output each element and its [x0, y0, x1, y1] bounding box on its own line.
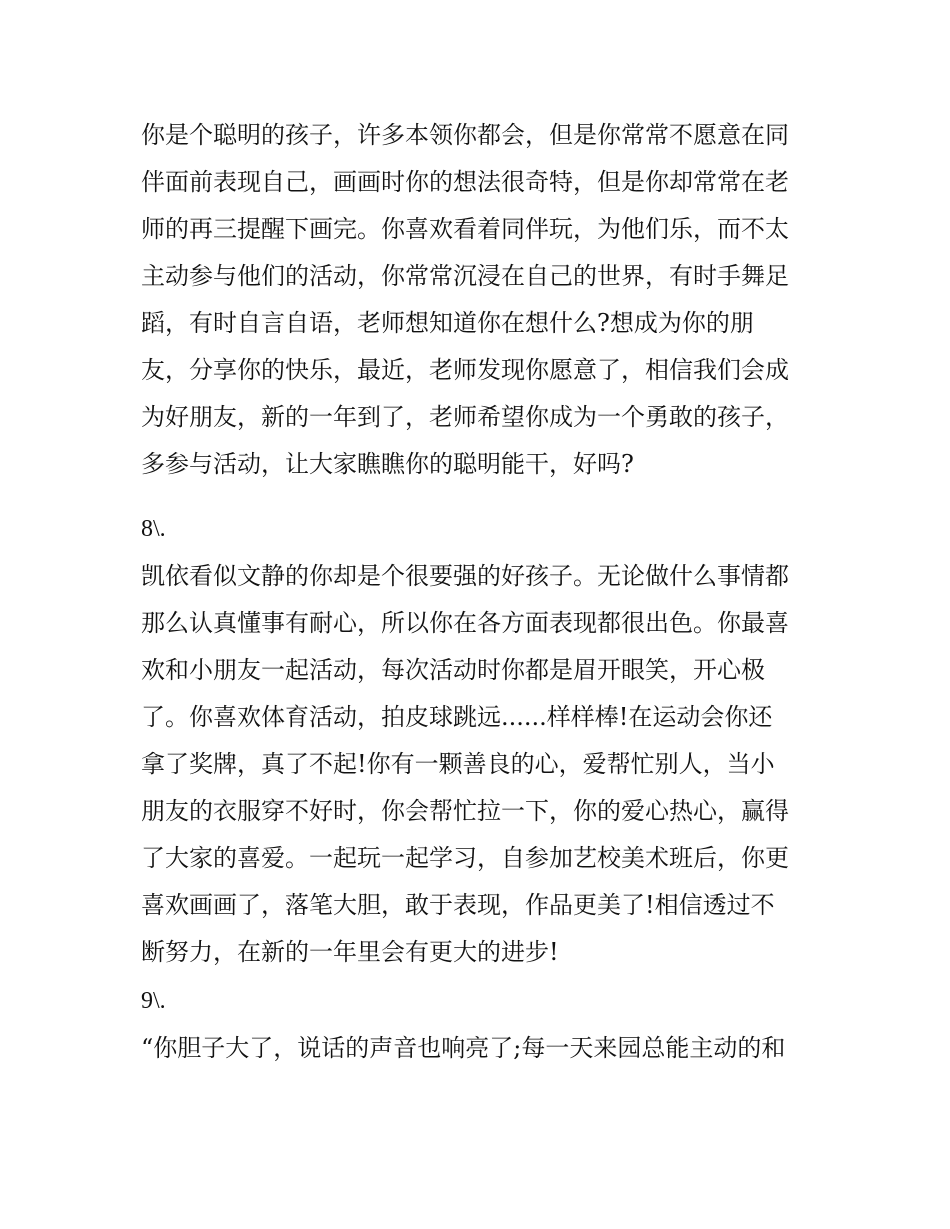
text-line: 你是个聪明的孩子，许多本领你都会，但是你常常不愿意在同 — [141, 121, 789, 149]
text-line: “你胆子大了，说话的声音也响亮了;每一天来园总能主动的和 — [141, 1034, 786, 1062]
text-line: 友，分享你的快乐，最近，老师发现你愿意了，相信我们会成 — [141, 356, 789, 384]
text-line: 欢和小朋友一起活动，每次活动时你都是眉开眼笑，开心极 — [141, 656, 765, 684]
text-line: 了。你喜欢体育活动，拍皮球跳远......样样棒!在运动会你还 — [141, 703, 773, 731]
text-line: 蹈，有时自言自语，老师想知道你在想什么?想成为你的朋 — [141, 309, 754, 337]
text-line: 那么认真懂事有耐心，所以你在各方面表现都很出色。你最喜 — [141, 609, 789, 637]
text-line: 多参与活动，让大家瞧瞧你的聪明能干，好吗? — [141, 450, 634, 478]
section-number: 8\. — [141, 516, 166, 542]
section-8 — [141, 506, 821, 976]
text-line: 了大家的喜爱。一起玩一起学习，自参加艺校美术班后，你更 — [141, 844, 789, 872]
text-line: 断努力，在新的一年里会有更大的进步! — [141, 938, 559, 966]
text-line: 拿了奖牌，真了不起!你有一颗善良的心，爱帮忙别人，当小 — [141, 750, 775, 778]
section-9 — [141, 978, 821, 1072]
text-line: 凯依看似文静的你却是个很要强的好孩子。无论做什么事情都 — [141, 562, 789, 590]
text-line: 喜欢画画了，落笔大胆，敢于表现，作品更美了!相信透过不 — [141, 891, 775, 919]
text-line: 伴面前表现自己，画画时你的想法很奇特，但是你却常常在老 — [141, 168, 789, 196]
paragraph-7 — [141, 112, 821, 488]
text-line: 主动参与他们的活动，你常常沉浸在自己的世界，有时手舞足 — [141, 262, 789, 290]
section-number: 9\. — [141, 988, 166, 1014]
text-line: 师的再三提醒下画完。你喜欢看着同伴玩，为他们乐，而不太 — [141, 215, 789, 243]
text-line: 为好朋友，新的一年到了，老师希望你成为一个勇敢的孩子， — [141, 403, 789, 431]
text-line: 朋友的衣服穿不好时，你会帮忙拉一下，你的爱心热心，赢得 — [141, 797, 789, 825]
